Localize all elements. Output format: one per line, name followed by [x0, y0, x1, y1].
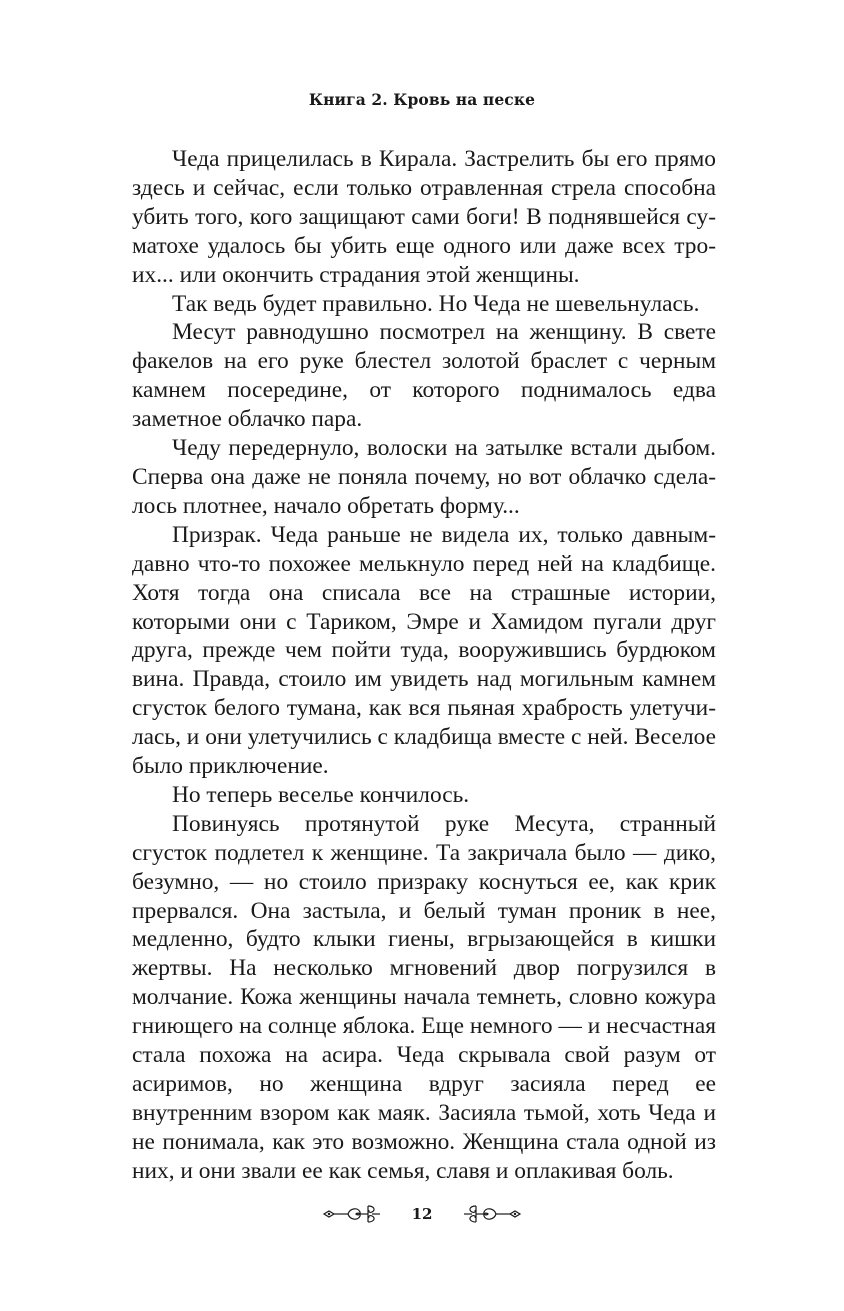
paragraph: Чеду передернуло, волоски на затылке встали дыбом. Сперва она даже не поняла почему, но вот облачко сделалось плотнее, начало обретать форму... [132, 435, 716, 519]
left-ornament-icon [322, 1202, 394, 1226]
paragraph: Но теперь веселье кончилось. [172, 781, 470, 808]
paragraph: Так ведь будет правильно. Но Чеда не шевельнулась. [172, 290, 700, 317]
body-text [132, 145, 716, 1186]
page-number: 12 [411, 1205, 433, 1223]
right-ornament-icon [450, 1202, 522, 1226]
paragraph: Призрак. Чеда раньше не видела их, только давным-давно что-то похожее мелькнуло перед ней на кладбище. Хотя тогда она списала все на страшные истории, которыми они с Тариком, Эмре и Хамидом пугали друг друга, прежде чем пойти туда, вооружившись бурдюком вина. Правда, стоило им увидеть над могильным камнем сгусток белого тумана, как вся пьяная храбрость улетучилась, и они улетучились с кладбища вместе с ней. Веселое было приключение. [132, 521, 716, 780]
running-head: Книга 2. Кровь на песке [308, 90, 536, 109]
paragraph: Повинуясь протянутой руке Месута, странный сгусток подлетел к женщине. Та закричала было — дико, безумно, — но стоило призраку коснуться ее, как крик прервался. Она застыла, и белый туман проник в нее, медленно, будто клыки гиены, вгрызающейся в кишки жертвы. На несколько мгновений двор погрузился в молчание. Кожа женщины начала темнеть, словно кожура гниющего на солнце яблока. Еще немного — и несчастная стала похожа на асира. Чеда скрывала свой разум от асиримов, но женщина вдруг засияла перед ее внутренним взором как маяк. Засияла тьмой, хоть Чеда и не понимала, как это возможно. Женщина стала одной из них, и они звали ее как семья, славя и оплакивая боль. [132, 810, 716, 1184]
paragraph: Месут равнодушно посмотрел на женщину. В свете факелов на его руке блестел золотой браслет с черным камнем посередине, от которого поднималось едва заметное облачко пара. [132, 319, 716, 433]
page-footer [0, 1199, 844, 1229]
paragraph: Чеда прицелилась в Кирала. Застрелить бы его прямо здесь и сейчас, если только отравленная стрела способна убить того, кого защищают сами боги! В поднявшейся суматохе удалось бы убить еще одного или даже всех троих... или окончить страдания этой женщины. [132, 146, 716, 288]
